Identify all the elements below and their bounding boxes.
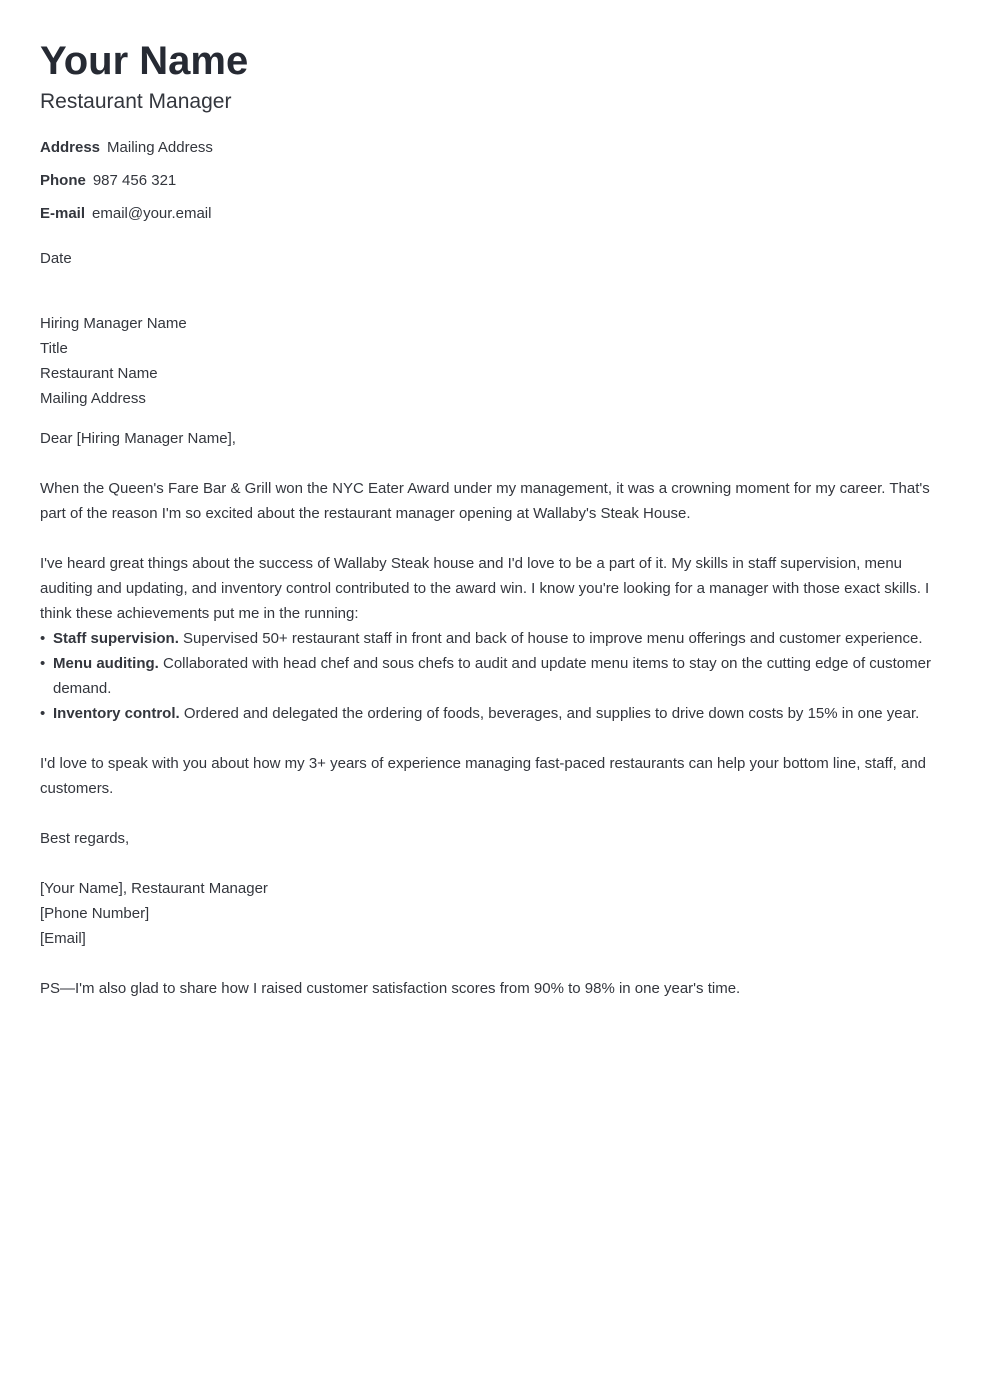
body-paragraph-3: I'd love to speak with you about how my 3+ years of experience managing fast-paced restaurants can help your bottom line, staff, and customers. <box>40 755 927 797</box>
recipient-address: Mailing Address <box>40 390 146 407</box>
phone-value: 987 456 321 <box>92 172 177 189</box>
email-value: email@your.email <box>92 205 212 222</box>
letter-date: Date <box>40 250 72 267</box>
recipient-name: Hiring Manager Name <box>40 315 187 332</box>
postscript: PS—I'm also glad to share how I raised customer satisfaction scores from 90% to 98% in one year's time. <box>40 980 741 997</box>
bullet-title: Staff supervision. <box>53 630 179 647</box>
contact-phone-row <box>40 171 950 191</box>
bullet-title: Menu auditing. <box>53 655 159 672</box>
recipient-block <box>40 311 950 411</box>
letter-closing: Best regards, <box>40 830 130 847</box>
applicant-job-title: Restaurant Manager <box>40 90 232 113</box>
list-item <box>40 651 950 701</box>
bullet-text: Ordered and delegated the ordering of foods, beverages, and supplies to drive down costs by 15% in one year. <box>179 705 920 722</box>
signature-block <box>40 876 950 951</box>
address-value: Mailing Address <box>107 139 213 156</box>
letter-greeting: Dear [Hiring Manager Name], <box>40 430 236 447</box>
bullet-title: Inventory control. <box>53 705 180 722</box>
applicant-name: Your Name <box>40 39 249 83</box>
email-label: E-mail <box>40 205 86 222</box>
phone-label: Phone <box>40 172 86 189</box>
address-label: Address <box>40 139 101 156</box>
body-paragraph-1: When the Queen's Fare Bar & Grill won the NYC Eater Award under my management, it was a crowning moment for my career. That's part of the reason I'm so excited about the restaurant manager opening at Wallaby's Steak House. <box>40 480 930 522</box>
list-item <box>40 626 950 651</box>
signature-name: [Your Name], Restaurant Manager <box>40 880 268 897</box>
signature-email: [Email] <box>40 930 86 947</box>
recipient-title: Title <box>40 340 68 357</box>
recipient-company: Restaurant Name <box>40 365 158 382</box>
signature-phone: [Phone Number] <box>40 905 150 922</box>
bullet-text: Collaborated with head chef and sous chefs to audit and update menu items to stay on the cutting edge of customer demand. <box>53 655 931 697</box>
contact-email-row <box>40 204 950 224</box>
contact-block <box>40 138 950 224</box>
list-item <box>40 701 950 726</box>
body-paragraph-2: I've heard great things about the success of Wallaby Steak house and I'd love to be a part of it. My skills in staff supervision, menu auditing and updating, and inventory control contributed to the award win. I know you're looking for a manager with those exact skills. I think these achievements put me in the running: <box>40 555 930 622</box>
contact-address-row <box>40 138 950 158</box>
bullet-text: Supervised 50+ restaurant staff in front and back of house to improve menu offerings and customer experience. <box>178 630 923 647</box>
achievements-list <box>40 626 950 726</box>
